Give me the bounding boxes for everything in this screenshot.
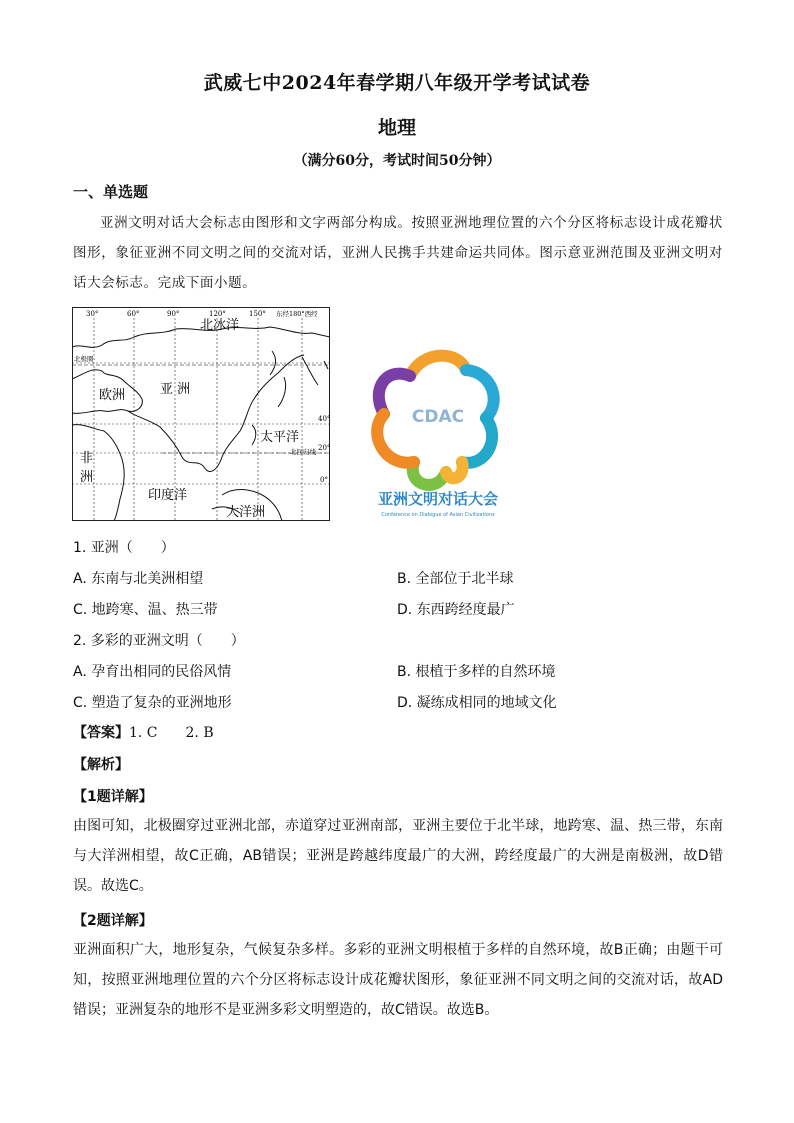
answer-line — [73, 722, 214, 742]
cdac-logo — [366, 344, 510, 520]
map-label-tropic: 北回归线 — [290, 448, 316, 456]
map-tick-90: 90° — [167, 310, 180, 318]
map-label-arctic-circle: 北极圈 — [74, 355, 94, 363]
logo-name-cn: 亚洲文明对话大会 — [377, 490, 499, 508]
question-1-stem: 1. 亚洲（ ） — [73, 540, 175, 556]
q1-option-b[interactable]: B. 全部位于北半球 — [397, 571, 514, 587]
detail-2-text: 亚洲面积广大，地形复杂，气候复杂多样。多彩的亚洲文明根植于多样的自然环境，故B正确；由题干可知，按照亚洲地理位置的六个分区将标志设计成花瓣状图形，象征亚洲不同文明之间的交流对话，故AD错误；亚洲复杂的地形不是亚洲多彩文明塑造的，故C错误。故选B。 — [73, 942, 723, 1018]
map-label-africa-1: 非 — [80, 451, 94, 466]
q2-option-a[interactable]: A. 孕育出相同的民俗风情 — [73, 664, 232, 680]
map-tick-60: 60° — [127, 310, 140, 318]
map-label-asia: 亚 洲 — [160, 382, 191, 397]
map-label-oceania: 大洋洲 — [226, 505, 266, 520]
map-tick-30: 30° — [86, 310, 99, 318]
logo-acronym: CDAC — [411, 407, 465, 427]
logo-petal-4 — [462, 418, 492, 463]
logo-name-en: Conference on Dialogue of Asian Civilizations — [381, 512, 495, 518]
logo-petal-3 — [466, 370, 494, 418]
q1-option-d[interactable]: D. 东西跨经度最广 — [397, 602, 515, 618]
map-label-indian-ocean: 印度洋 — [148, 488, 188, 503]
asia-map — [72, 307, 330, 521]
analysis-label: 【解析】 — [73, 757, 129, 773]
map-label-pacific: 太平洋 — [260, 430, 300, 445]
q2-option-d[interactable]: D. 凝练成相同的地域文化 — [397, 695, 557, 711]
map-tick-150: 150° — [249, 310, 266, 318]
q2-option-c[interactable]: C. 塑造了复杂的亚洲地形 — [73, 695, 232, 711]
map-tick-180: 东经180°西经 — [276, 310, 318, 318]
subject-title: 地理 — [377, 117, 416, 139]
q1-option-a[interactable]: A. 东南与北美洲相望 — [73, 571, 204, 587]
answer-value: 1. C 2. B — [129, 725, 214, 741]
map-tick-120: 120° — [209, 310, 226, 318]
detail-2-label: 【2题详解】 — [73, 913, 153, 929]
answer-label: 【答案】 — [73, 725, 129, 741]
exam-title: 武威七中2024年春学期八年级开学考试试卷 — [203, 72, 591, 94]
intro-paragraph: 亚洲文明对话大会标志由图形和文字两部分构成。按照亚洲地理位置的六个分区将标志设计成花瓣状图形，象征亚洲不同文明之间的交流对话，亚洲人民携手共建命运共同体。图示意亚洲范围及亚洲文明对话大会标志。完成下面小题。 — [73, 215, 723, 291]
detail-1-text: 由图可知，北极圈穿过亚洲北部，赤道穿过亚洲南部，亚洲主要位于北半球，地跨寒、温、热三带，东南与大洋洲相望，故C正确，AB错误；亚洲是跨越纬度最广的大洲，跨经度最广的大洲是南极洲，故D错误。故选C。 — [73, 818, 723, 894]
detail-1-label: 【1题详解】 — [73, 789, 153, 805]
map-tick-40: 40° — [318, 415, 330, 423]
question-2-stem: 2. 多彩的亚洲文明（ ） — [73, 633, 245, 649]
exam-meta: （满分60分，考试时间50分钟） — [293, 153, 501, 169]
logo-petal-6 — [377, 414, 414, 463]
map-tick-20: 20° — [318, 444, 330, 452]
q1-option-c[interactable]: C. 地跨寒、温、热三带 — [73, 602, 218, 618]
logo-petal-1 — [410, 356, 466, 376]
map-label-arctic-ocean: 北冰洋 — [200, 318, 240, 333]
section-title: 一、单选题 — [73, 183, 149, 201]
map-label-africa-2: 洲 — [80, 470, 94, 485]
q2-option-b[interactable]: B. 根植于多样的自然环境 — [397, 664, 556, 680]
logo-petal-2 — [379, 374, 410, 414]
map-tick-0: 0° — [320, 476, 328, 484]
map-label-europe: 欧洲 — [99, 388, 126, 403]
